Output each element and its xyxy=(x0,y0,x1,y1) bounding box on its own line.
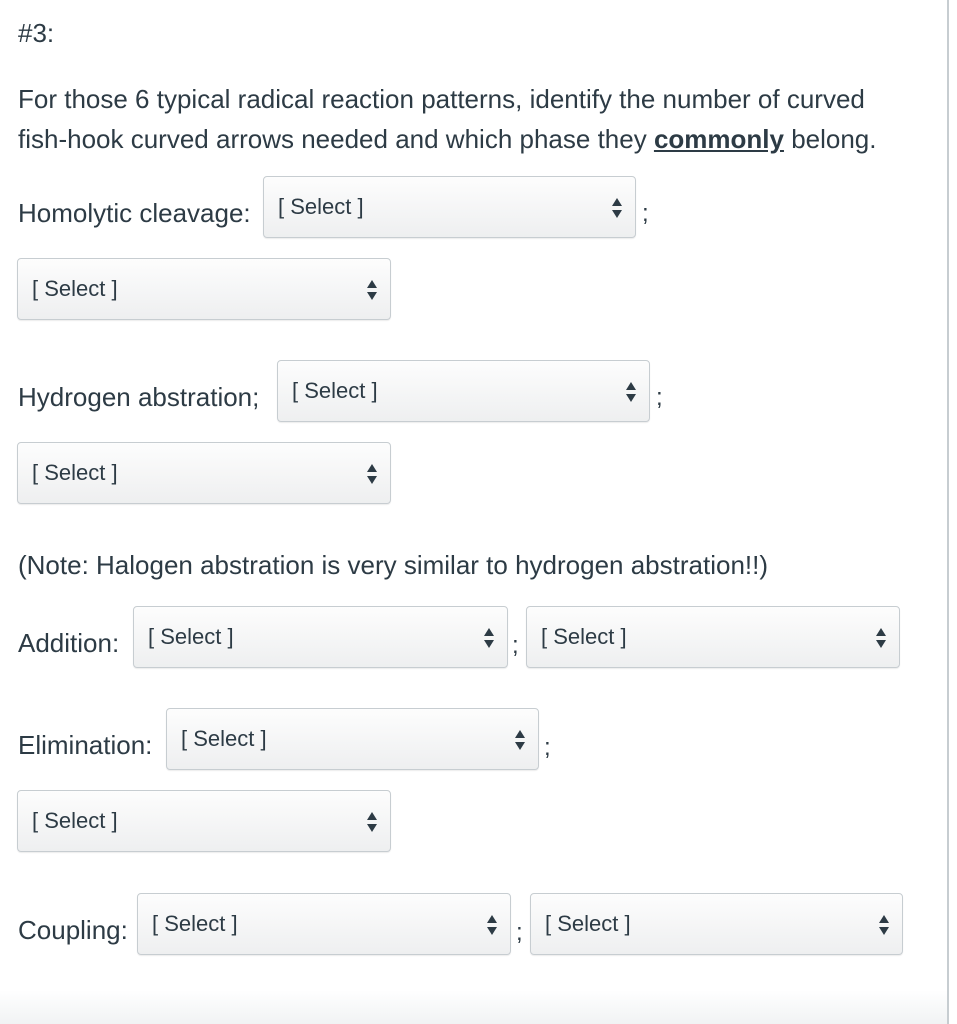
up-down-arrows-icon xyxy=(611,195,623,221)
content-right-border xyxy=(947,0,949,1024)
up-down-arrows-icon xyxy=(366,277,378,303)
hydrogen-phase-select[interactable] xyxy=(17,442,391,504)
select-value: [ Select ] xyxy=(32,808,118,833)
select-value: [ Select ] xyxy=(292,378,378,403)
elimination-phase-select[interactable] xyxy=(17,790,391,852)
up-down-arrows-icon xyxy=(878,912,890,938)
select-value: [ Select ] xyxy=(32,460,118,485)
select-value: [ Select ] xyxy=(181,726,267,751)
question-prompt xyxy=(18,79,918,159)
separator: ; xyxy=(544,734,551,761)
prompt-emphasis: commonly xyxy=(653,124,784,154)
select-value: [ Select ] xyxy=(541,624,627,649)
homolytic-arrows-select[interactable] xyxy=(263,176,636,238)
addition-arrows-select[interactable] xyxy=(133,606,508,668)
select-value: [ Select ] xyxy=(545,911,631,936)
elimination-arrows-select[interactable] xyxy=(166,708,539,770)
separator: ; xyxy=(512,632,519,659)
up-down-arrows-icon xyxy=(486,912,498,938)
select-value: [ Select ] xyxy=(278,194,364,219)
select-value: [ Select ] xyxy=(32,276,118,301)
homolytic-phase-select[interactable] xyxy=(17,258,391,320)
bottom-fade xyxy=(0,990,947,1024)
up-down-arrows-icon xyxy=(366,809,378,835)
coupling-label: Coupling: xyxy=(18,915,128,945)
up-down-arrows-icon xyxy=(625,379,637,405)
coupling-arrows-select[interactable] xyxy=(137,893,511,955)
separator: ; xyxy=(516,919,523,946)
addition-phase-select[interactable] xyxy=(526,606,900,668)
elimination-label: Elimination: xyxy=(18,730,153,760)
up-down-arrows-icon xyxy=(514,727,526,753)
separator: ; xyxy=(656,384,663,411)
select-value: [ Select ] xyxy=(152,911,238,936)
addition-label: Addition: xyxy=(18,628,120,658)
coupling-phase-select[interactable] xyxy=(530,893,903,955)
up-down-arrows-icon xyxy=(366,461,378,487)
up-down-arrows-icon xyxy=(875,625,887,651)
up-down-arrows-icon xyxy=(483,625,495,651)
separator: ; xyxy=(642,200,649,227)
prompt-text-after: belong. xyxy=(783,124,877,154)
hydrogen-arrows-select[interactable] xyxy=(277,360,650,422)
homolytic-label: Homolytic cleavage: xyxy=(18,198,251,228)
question-number: #3: xyxy=(18,18,55,48)
select-value: [ Select ] xyxy=(148,624,234,649)
prompt-text-before: For those 6 typical radical reaction patterns, identify the number of curved fish-hook curved arrows needed and which phase they xyxy=(18,84,865,154)
note-text: (Note: Halogen abstration is very similar to hydrogen abstration!!) xyxy=(18,550,769,580)
hydrogen-label: Hydrogen abstration; xyxy=(18,382,260,412)
